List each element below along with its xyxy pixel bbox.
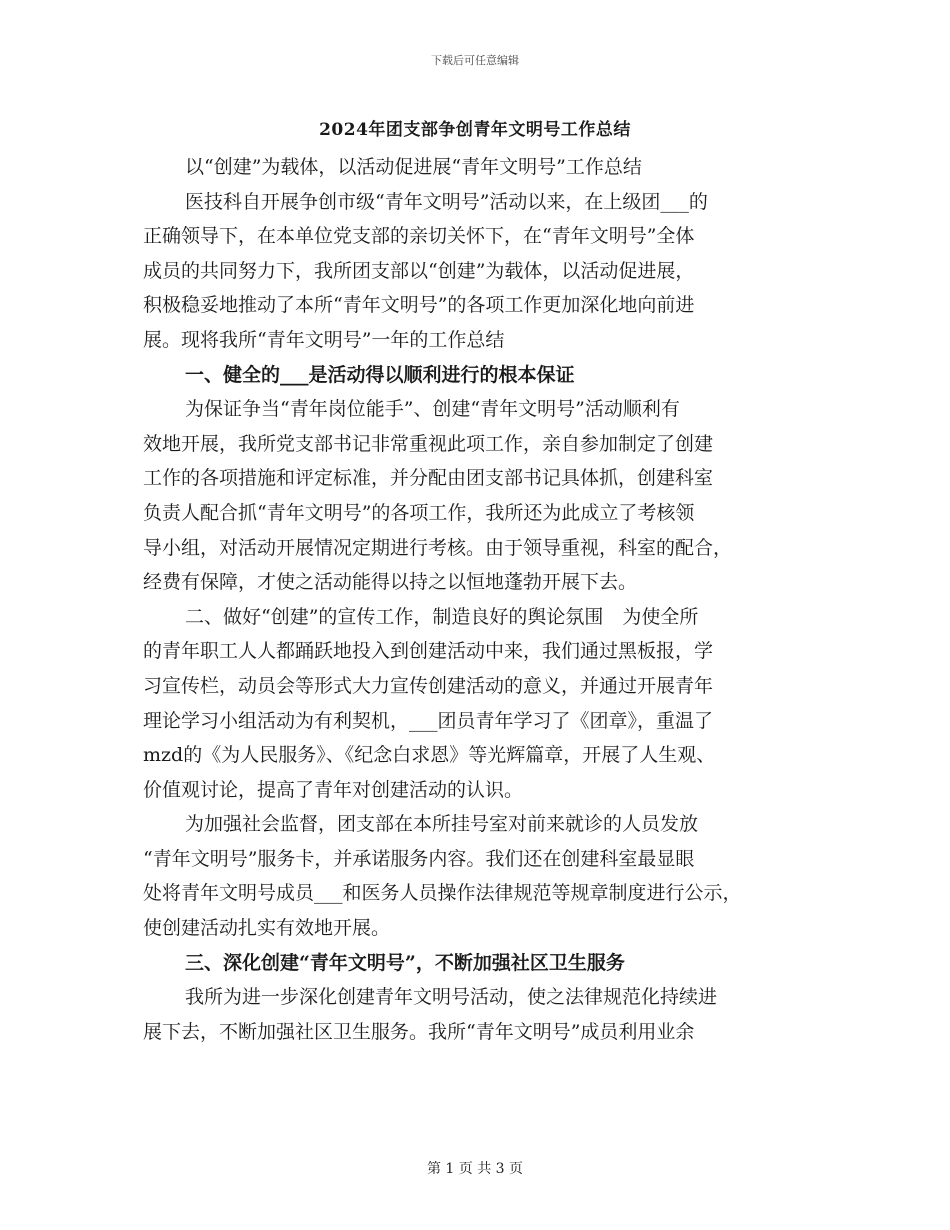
paragraph-line: 经费有保障，才使之活动能得以持之以恒地蓬勃开展下去。: [143, 571, 638, 594]
paragraph-line: 习宣传栏，动员会等形式大力宣传创建活动的意义，并通过开展青年: [143, 674, 714, 697]
paragraph-line: 工作的各项措施和评定标准，并分配由团支部书记具体抓，创建科室: [143, 467, 714, 490]
paragraph-line: 我所为进一步深化创建青年文明号活动，使之法律规范化持续进: [185, 986, 718, 1009]
paragraph-line: “青年文明号”服务卡，并承诺服务内容。我们还在创建科室最显眼: [143, 847, 695, 870]
section-heading: 三、深化创建“青年文明号”，不断加强社区卫生服务: [185, 951, 625, 974]
page-header-note: 下载后可任意编辑: [431, 54, 519, 67]
paragraph-line: 成员的共同努力下，我所团支部以“创建”为载体，以活动促进展，: [143, 259, 695, 282]
paragraph-line: 积极稳妥地推动了本所“青年文明号”的各项工作更加深化地向前进: [143, 294, 695, 317]
paragraph-line: 效地开展，我所党支部书记非常重视此项工作，亲自参加制定了创建: [143, 432, 714, 455]
paragraph-line: 负责人配合抓“青年文明号”的各项工作，我所还为此成立了考核领: [143, 501, 695, 524]
paragraph-line: mzd的《为人民服务》、《纪念白求恩》等光辉篇章，开展了人生观、: [143, 744, 716, 767]
paragraph-line: 医技科自开展争创市级“青年文明号”活动以来，在上级团___的: [185, 190, 708, 213]
paragraph-line: 处将青年文明号成员___和医务人员操作法律规范等规章制度进行公示，: [143, 882, 742, 905]
paragraph-line: 价值观讨论，提高了青年对创建活动的认识。: [143, 778, 524, 801]
paragraph-line: 为加强社会监督，团支部在本所挂号室对前来就诊的人员发放: [185, 813, 699, 836]
paragraph-line: 正确领导下，在本单位党支部的亲切关怀下，在“青年文明号”全体: [143, 225, 695, 248]
paragraph-line: 二、做好“创建”的宣传工作，制造良好的舆论氛围 为使全所: [185, 605, 699, 628]
section-heading: 一、健全的___是活动得以顺利进行的根本保证: [185, 363, 575, 386]
page-number-footer: 第 1 页 共 3 页: [426, 1161, 524, 1177]
paragraph-line: 展下去，不断加强社区卫生服务。我所“青年文明号”成员利用业余: [143, 1020, 695, 1043]
paragraph-line: 以“创建”为载体，以活动促进展“青年文明号”工作总结: [185, 156, 642, 178]
paragraph-line: 的青年职工人人都踊跃地投入到创建活动中来，我们通过黑板报，学: [143, 640, 714, 663]
document-body: [143, 150, 807, 1049]
paragraph-line: 导小组，对活动开展情况定期进行考核。由于领导重视，科室的配合，: [143, 536, 733, 559]
paragraph-line: 展。现将我所“青年文明号”一年的工作总结: [143, 328, 505, 351]
paragraph-line: 理论学习小组活动为有利契机，___团员青年学习了《团章》，重温了: [143, 709, 714, 732]
document-title: 2024年团支部争创青年文明号工作总结: [319, 120, 631, 140]
paragraph-line: 为保证争当“青年岗位能手”、创建“青年文明号”活动顺利有: [185, 398, 680, 421]
paragraph-line: 使创建活动扎实有效地开展。: [143, 917, 391, 940]
